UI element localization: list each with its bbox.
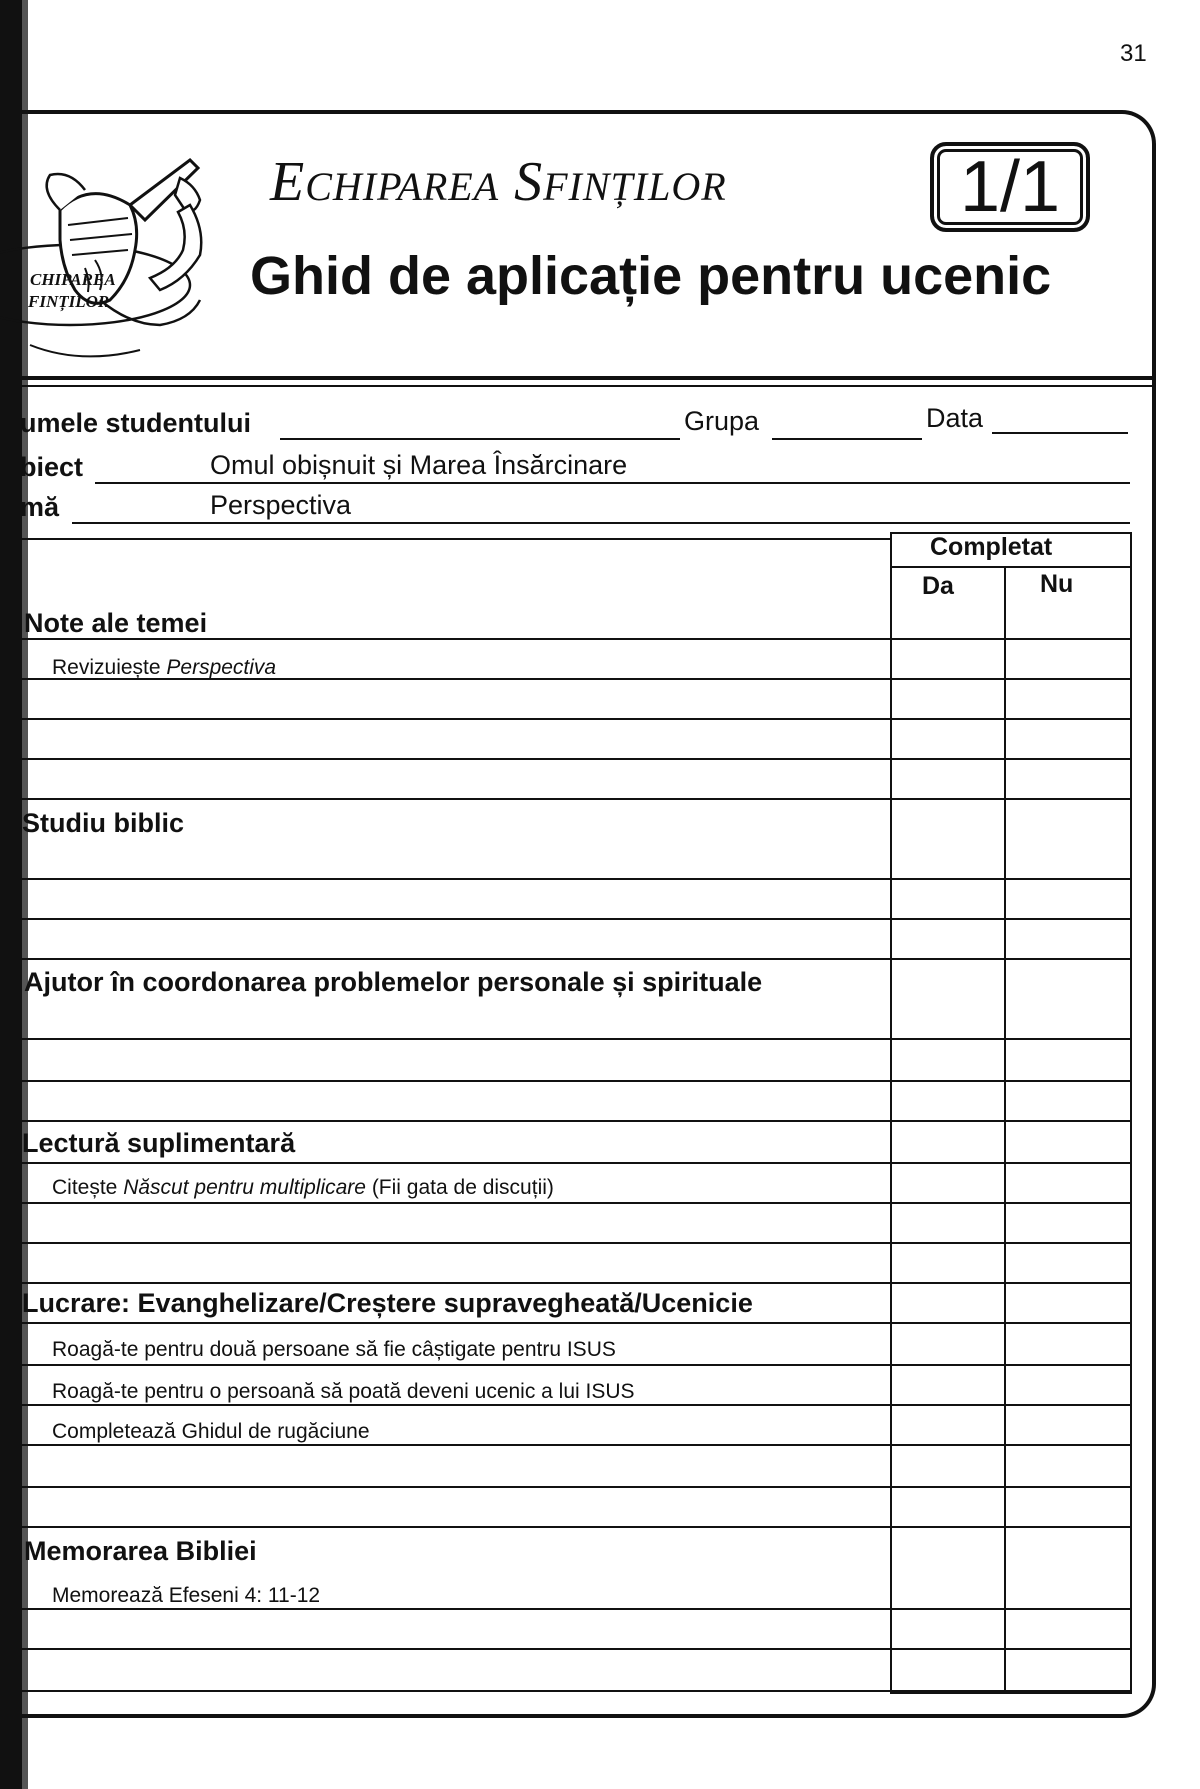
brand-word2-initial: S (514, 151, 544, 213)
brand-title (270, 150, 727, 214)
row-rule (20, 798, 1132, 800)
subject-line (95, 482, 1130, 484)
page-number: 31 (1120, 40, 1147, 67)
theme-notes-item-1-prefix: Revizuiește (52, 656, 167, 679)
completion-header-rule (890, 566, 1132, 568)
document-title: Ghid de aplicație pentru ucenic (250, 246, 1052, 306)
row-rule (20, 1404, 1132, 1406)
row-rule (20, 1648, 1132, 1650)
memorization-item-1: Memorează Efeseni 4: 11-12 (52, 1584, 321, 1607)
ministry-item-1: Roagă-te pentru două persoane să fie câștigate pentru ISUS (52, 1338, 616, 1361)
row-rule (20, 758, 1132, 760)
row-rule (20, 1608, 1132, 1610)
no-column-header: Nu (1040, 570, 1074, 598)
header-divider (8, 376, 1156, 380)
row-rule (20, 918, 1132, 920)
student-name-label: umele studentului (20, 408, 252, 438)
row-rule (20, 1202, 1132, 1204)
student-name-line[interactable] (280, 438, 680, 440)
section-ministry: Lucrare: Evanghelizare/Creștere supravegheată/Ucenicie (22, 1288, 753, 1318)
section-reading: Lectură suplimentară (22, 1128, 296, 1158)
date-line[interactable] (992, 432, 1128, 434)
section-memorization: Memorarea Bibliei (24, 1536, 257, 1566)
knight-icon (0, 150, 220, 380)
section-theme-notes: Note ale temei (24, 608, 208, 638)
ministry-item-3: Completează Ghidul de rugăciune (52, 1420, 370, 1443)
section-coordination: Ajutor în coordonarea problemelor personale și spirituale (24, 967, 763, 997)
row-rule (20, 1162, 1132, 1164)
row-rule (20, 1690, 1132, 1692)
subject-label: biect (20, 452, 84, 482)
header-divider-thin (8, 385, 1156, 387)
brand-word1-rest: CHIPAREA (305, 164, 500, 209)
ministry-item-2: Roagă-te pentru o persoană să poată deveni ucenic a lui ISUS (52, 1380, 635, 1403)
row-rule (20, 1364, 1132, 1366)
group-line[interactable] (772, 438, 922, 440)
theme-value: Perspectiva (210, 490, 352, 520)
logo-text-line2: FINȚILOR (28, 292, 110, 311)
row-rule (20, 538, 890, 540)
theme-label: mă (20, 492, 60, 522)
completion-table (890, 532, 1132, 1694)
completed-header: Completat (930, 533, 1053, 561)
date-label: Data (926, 403, 984, 433)
row-rule (20, 1282, 1132, 1284)
row-rule (20, 878, 1132, 880)
row-rule (20, 1120, 1132, 1122)
reading-item-1-prefix: Citește (52, 1176, 124, 1199)
row-rule (20, 1322, 1132, 1324)
row-rule (20, 1444, 1132, 1446)
row-rule (20, 1486, 1132, 1488)
lesson-badge: 1/1 (930, 142, 1090, 232)
row-rule (20, 1526, 1132, 1528)
brand-word1-initial: E (270, 151, 306, 213)
logo (0, 150, 220, 380)
row-rule (20, 1038, 1132, 1040)
row-rule (20, 1242, 1132, 1244)
group-label: Grupa (684, 406, 760, 436)
logo-text-line1: CHIPAREA (30, 270, 116, 289)
reading-item-1-title: Născut pentru multiplicare (123, 1176, 366, 1199)
subject-value: Omul obișnuit și Marea Însărcinare (210, 450, 628, 480)
brand-word2-rest: FINȚILOR (543, 164, 727, 209)
reading-item-1-suffix: (Fii gata de discuții) (365, 1176, 554, 1199)
theme-notes-item-1-title: Perspectiva (166, 656, 277, 679)
row-rule (20, 718, 1132, 720)
yes-column-header: Da (922, 572, 954, 600)
section-bible-study: Studiu biblic (22, 808, 184, 838)
row-rule (20, 958, 1132, 960)
theme-notes-item-1 (52, 656, 276, 680)
theme-line (72, 522, 1130, 524)
row-rule (20, 1080, 1132, 1082)
reading-item-1 (52, 1176, 554, 1200)
